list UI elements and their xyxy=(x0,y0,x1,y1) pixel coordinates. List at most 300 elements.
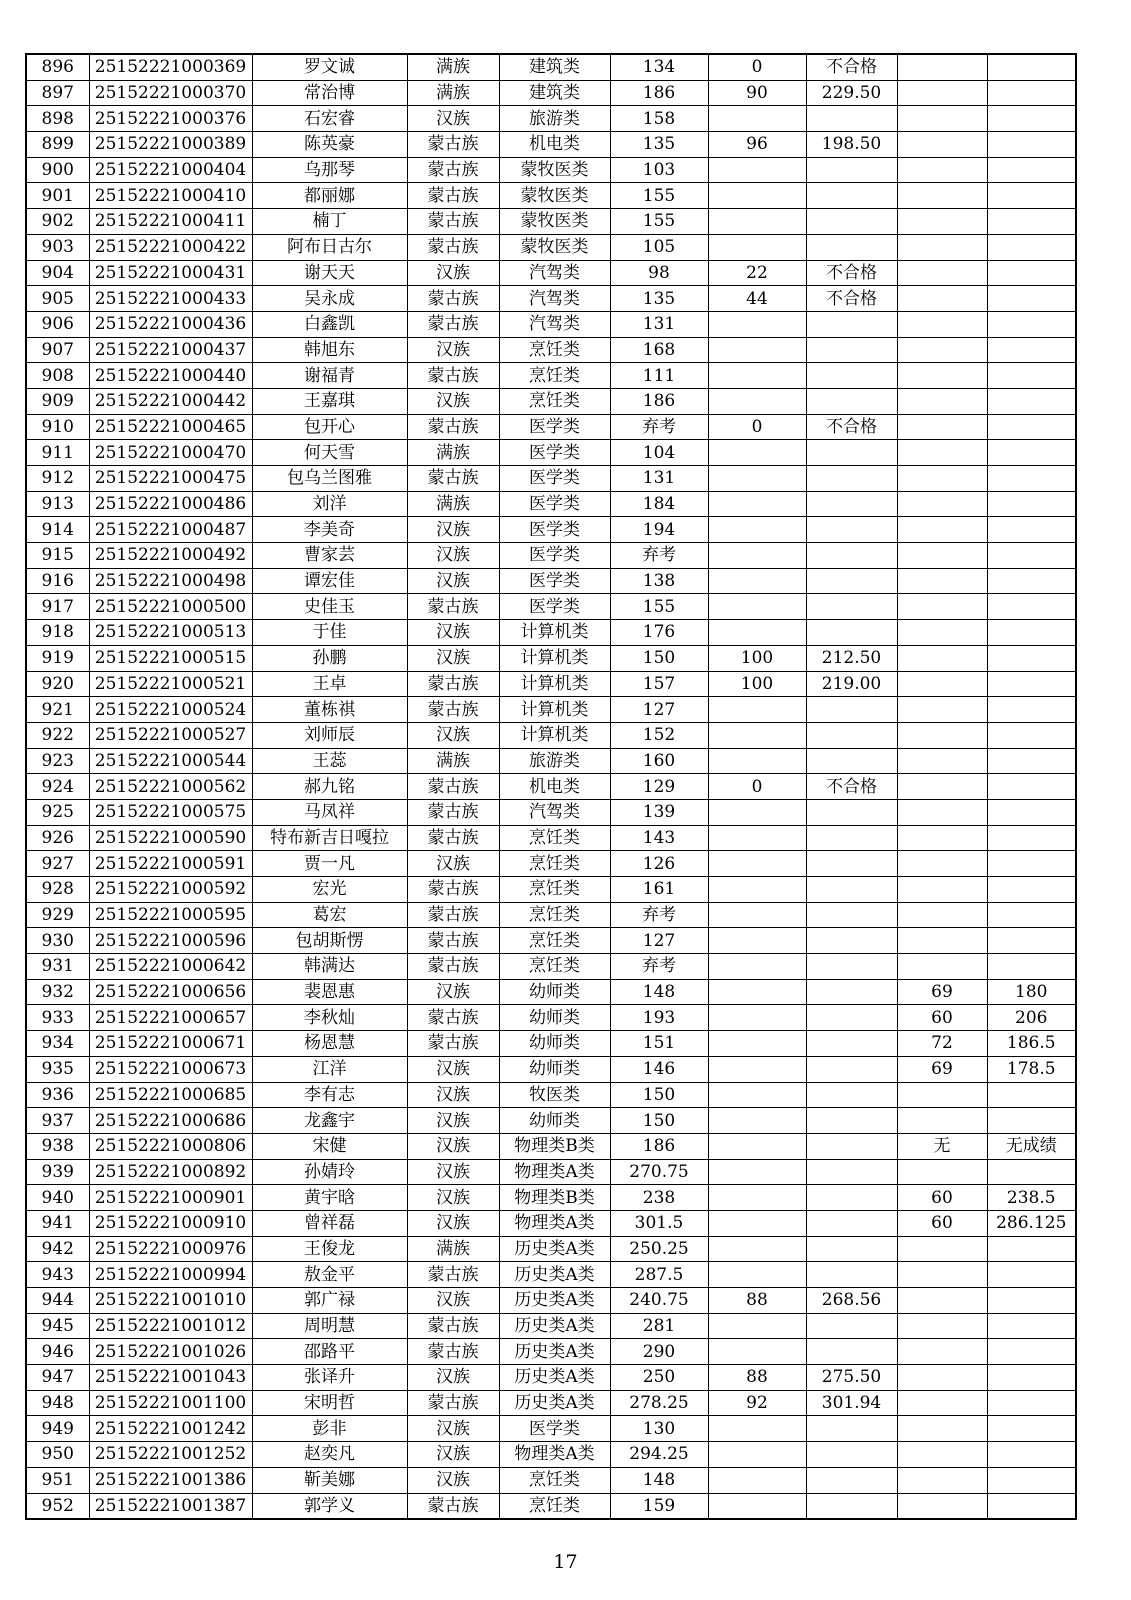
skill-score-cell xyxy=(708,311,806,337)
skill-score-cell xyxy=(708,337,806,363)
skill-score-cell: 22 xyxy=(708,260,806,286)
ethnicity-cell: 汉族 xyxy=(407,1082,499,1108)
exam-score-cell: 294.25 xyxy=(610,1442,708,1468)
extra-total-cell xyxy=(987,388,1076,414)
extra-total-cell xyxy=(987,1390,1076,1416)
extra-total-cell xyxy=(987,1467,1076,1493)
category-cell: 历史类A类 xyxy=(499,1288,610,1314)
exam-score-cell: 111 xyxy=(610,363,708,389)
category-cell: 烹饪类 xyxy=(499,363,610,389)
extra-total-cell xyxy=(987,337,1076,363)
category-cell: 计算机类 xyxy=(499,620,610,646)
table-row xyxy=(26,1313,1076,1339)
ethnicity-cell: 汉族 xyxy=(407,260,499,286)
total-score-cell xyxy=(806,106,897,132)
exam-id-cell: 25152221000524 xyxy=(89,697,252,723)
skill-score-cell xyxy=(708,954,806,980)
seq-cell: 942 xyxy=(26,1236,89,1262)
ethnicity-cell: 蒙古族 xyxy=(407,234,499,260)
extra-score-cell xyxy=(897,877,987,903)
name-cell: 乌那琴 xyxy=(252,157,407,183)
name-cell: 敖金平 xyxy=(252,1262,407,1288)
total-score-cell xyxy=(806,1185,897,1211)
extra-total-cell xyxy=(987,671,1076,697)
extra-total-cell xyxy=(987,1365,1076,1391)
extra-total-cell xyxy=(987,594,1076,620)
table-row xyxy=(26,851,1076,877)
extra-score-cell xyxy=(897,1288,987,1314)
skill-score-cell xyxy=(708,568,806,594)
exam-score-cell: 238 xyxy=(610,1185,708,1211)
seq-cell: 898 xyxy=(26,106,89,132)
extra-total-cell xyxy=(987,1159,1076,1185)
exam-id-cell: 25152221000562 xyxy=(89,774,252,800)
extra-total-cell xyxy=(987,286,1076,312)
exam-score-cell: 186 xyxy=(610,1133,708,1159)
ethnicity-cell: 满族 xyxy=(407,748,499,774)
exam-score-cell: 250 xyxy=(610,1365,708,1391)
name-cell: 赵奕凡 xyxy=(252,1442,407,1468)
seq-cell: 950 xyxy=(26,1442,89,1468)
exam-id-cell: 25152221000475 xyxy=(89,466,252,492)
seq-cell: 945 xyxy=(26,1313,89,1339)
extra-score-cell xyxy=(897,799,987,825)
extra-score-cell xyxy=(897,722,987,748)
category-cell: 医学类 xyxy=(499,466,610,492)
ethnicity-cell: 蒙古族 xyxy=(407,414,499,440)
category-cell: 烹饪类 xyxy=(499,954,610,980)
total-score-cell xyxy=(806,517,897,543)
category-cell: 汽驾类 xyxy=(499,260,610,286)
extra-total-cell xyxy=(987,1313,1076,1339)
category-cell: 烹饪类 xyxy=(499,851,610,877)
seq-cell: 935 xyxy=(26,1056,89,1082)
category-cell: 物理类A类 xyxy=(499,1159,610,1185)
extra-total-cell xyxy=(987,722,1076,748)
table-row xyxy=(26,825,1076,851)
total-score-cell: 212.50 xyxy=(806,645,897,671)
skill-score-cell xyxy=(708,748,806,774)
exam-id-cell: 25152221001012 xyxy=(89,1313,252,1339)
extra-score-cell: 无 xyxy=(897,1133,987,1159)
ethnicity-cell: 蒙古族 xyxy=(407,1493,499,1519)
exam-score-cell: 290 xyxy=(610,1339,708,1365)
exam-score-cell: 129 xyxy=(610,774,708,800)
category-cell: 汽驾类 xyxy=(499,311,610,337)
extra-total-cell: 无成绩 xyxy=(987,1133,1076,1159)
table-row xyxy=(26,1416,1076,1442)
skill-score-cell: 88 xyxy=(708,1365,806,1391)
table-row xyxy=(26,1056,1076,1082)
extra-score-cell xyxy=(897,440,987,466)
exam-score-cell: 158 xyxy=(610,106,708,132)
seq-cell: 916 xyxy=(26,568,89,594)
ethnicity-cell: 蒙古族 xyxy=(407,1390,499,1416)
total-score-cell xyxy=(806,1056,897,1082)
extra-score-cell xyxy=(897,337,987,363)
total-score-cell xyxy=(806,1313,897,1339)
total-score-cell xyxy=(806,1159,897,1185)
extra-score-cell xyxy=(897,543,987,569)
seq-cell: 940 xyxy=(26,1185,89,1211)
table-row xyxy=(26,902,1076,928)
name-cell: 靳美娜 xyxy=(252,1467,407,1493)
table-row xyxy=(26,928,1076,954)
extra-total-cell xyxy=(987,517,1076,543)
name-cell: 杨恩慧 xyxy=(252,1031,407,1057)
extra-score-cell xyxy=(897,1493,987,1519)
extra-score-cell xyxy=(897,1365,987,1391)
category-cell: 建筑类 xyxy=(499,54,610,80)
extra-score-cell: 60 xyxy=(897,1185,987,1211)
ethnicity-cell: 汉族 xyxy=(407,1210,499,1236)
extra-score-cell xyxy=(897,1108,987,1134)
exam-score-cell: 193 xyxy=(610,1005,708,1031)
ethnicity-cell: 蒙古族 xyxy=(407,183,499,209)
exam-score-cell: 250.25 xyxy=(610,1236,708,1262)
exam-id-cell: 25152221000411 xyxy=(89,209,252,235)
total-score-cell xyxy=(806,620,897,646)
extra-score-cell xyxy=(897,1082,987,1108)
category-cell: 蒙牧医类 xyxy=(499,157,610,183)
total-score-cell xyxy=(806,234,897,260)
skill-score-cell xyxy=(708,1108,806,1134)
extra-score-cell xyxy=(897,1416,987,1442)
seq-cell: 918 xyxy=(26,620,89,646)
exam-score-cell: 150 xyxy=(610,1108,708,1134)
ethnicity-cell: 蒙古族 xyxy=(407,286,499,312)
seq-cell: 927 xyxy=(26,851,89,877)
exam-id-cell: 25152221000492 xyxy=(89,543,252,569)
ethnicity-cell: 满族 xyxy=(407,440,499,466)
table-row xyxy=(26,877,1076,903)
name-cell: 曹家芸 xyxy=(252,543,407,569)
seq-cell: 948 xyxy=(26,1390,89,1416)
name-cell: 何天雪 xyxy=(252,440,407,466)
seq-cell: 925 xyxy=(26,799,89,825)
extra-score-cell xyxy=(897,1159,987,1185)
extra-total-cell xyxy=(987,928,1076,954)
extra-total-cell xyxy=(987,697,1076,723)
ethnicity-cell: 汉族 xyxy=(407,620,499,646)
skill-score-cell xyxy=(708,209,806,235)
extra-total-cell xyxy=(987,568,1076,594)
ethnicity-cell: 蒙古族 xyxy=(407,1031,499,1057)
exam-score-cell: 131 xyxy=(610,311,708,337)
seq-cell: 922 xyxy=(26,722,89,748)
exam-score-cell: 278.25 xyxy=(610,1390,708,1416)
category-cell: 历史类A类 xyxy=(499,1236,610,1262)
extra-score-cell xyxy=(897,414,987,440)
name-cell: 韩满达 xyxy=(252,954,407,980)
exam-id-cell: 25152221000527 xyxy=(89,722,252,748)
table-row xyxy=(26,363,1076,389)
table-row xyxy=(26,311,1076,337)
exam-id-cell: 25152221000806 xyxy=(89,1133,252,1159)
extra-score-cell xyxy=(897,491,987,517)
table-row xyxy=(26,671,1076,697)
total-score-cell: 275.50 xyxy=(806,1365,897,1391)
extra-total-cell xyxy=(987,234,1076,260)
ethnicity-cell: 汉族 xyxy=(407,722,499,748)
extra-score-cell xyxy=(897,671,987,697)
extra-score-cell xyxy=(897,286,987,312)
extra-total-cell xyxy=(987,645,1076,671)
total-score-cell xyxy=(806,1262,897,1288)
seq-cell: 932 xyxy=(26,979,89,1005)
exam-score-cell: 240.75 xyxy=(610,1288,708,1314)
exam-score-cell: 155 xyxy=(610,594,708,620)
seq-cell: 951 xyxy=(26,1467,89,1493)
name-cell: 王俊龙 xyxy=(252,1236,407,1262)
ethnicity-cell: 蒙古族 xyxy=(407,132,499,158)
exam-score-cell: 194 xyxy=(610,517,708,543)
exam-id-cell: 25152221000370 xyxy=(89,80,252,106)
exam-id-cell: 25152221001043 xyxy=(89,1365,252,1391)
seq-cell: 913 xyxy=(26,491,89,517)
total-score-cell: 301.94 xyxy=(806,1390,897,1416)
skill-score-cell xyxy=(708,1442,806,1468)
ethnicity-cell: 汉族 xyxy=(407,1185,499,1211)
category-cell: 历史类A类 xyxy=(499,1262,610,1288)
ethnicity-cell: 满族 xyxy=(407,54,499,80)
table-row xyxy=(26,466,1076,492)
extra-score-cell xyxy=(897,645,987,671)
seq-cell: 915 xyxy=(26,543,89,569)
total-score-cell xyxy=(806,1236,897,1262)
exam-id-cell: 25152221000673 xyxy=(89,1056,252,1082)
seq-cell: 904 xyxy=(26,260,89,286)
exam-id-cell: 25152221000590 xyxy=(89,825,252,851)
total-score-cell xyxy=(806,183,897,209)
total-score-cell xyxy=(806,466,897,492)
extra-total-cell xyxy=(987,851,1076,877)
ethnicity-cell: 蒙古族 xyxy=(407,363,499,389)
total-score-cell: 229.50 xyxy=(806,80,897,106)
exam-score-cell: 168 xyxy=(610,337,708,363)
exam-score-cell: 281 xyxy=(610,1313,708,1339)
total-score-cell xyxy=(806,157,897,183)
name-cell: 包胡斯愣 xyxy=(252,928,407,954)
extra-score-cell xyxy=(897,748,987,774)
table-row xyxy=(26,1031,1076,1057)
ethnicity-cell: 汉族 xyxy=(407,543,499,569)
seq-cell: 936 xyxy=(26,1082,89,1108)
extra-score-cell xyxy=(897,1236,987,1262)
name-cell: 李美奇 xyxy=(252,517,407,543)
extra-total-cell xyxy=(987,825,1076,851)
extra-total-cell xyxy=(987,466,1076,492)
page-number: 17 xyxy=(553,1551,578,1573)
seq-cell: 914 xyxy=(26,517,89,543)
exam-score-cell: 161 xyxy=(610,877,708,903)
exam-score-cell: 150 xyxy=(610,645,708,671)
table-row xyxy=(26,1365,1076,1391)
ethnicity-cell: 汉族 xyxy=(407,1416,499,1442)
extra-total-cell xyxy=(987,799,1076,825)
seq-cell: 928 xyxy=(26,877,89,903)
extra-total-cell xyxy=(987,80,1076,106)
name-cell: 陈英豪 xyxy=(252,132,407,158)
exam-id-cell: 25152221000575 xyxy=(89,799,252,825)
skill-score-cell xyxy=(708,491,806,517)
total-score-cell xyxy=(806,902,897,928)
category-cell: 烹饪类 xyxy=(499,1467,610,1493)
extra-total-cell xyxy=(987,1493,1076,1519)
exam-score-cell: 127 xyxy=(610,697,708,723)
exam-score-cell: 103 xyxy=(610,157,708,183)
seq-cell: 903 xyxy=(26,234,89,260)
ethnicity-cell: 汉族 xyxy=(407,337,499,363)
extra-total-cell xyxy=(987,209,1076,235)
name-cell: 宋明哲 xyxy=(252,1390,407,1416)
table-row xyxy=(26,517,1076,543)
extra-total-cell: 186.5 xyxy=(987,1031,1076,1057)
exam-id-cell: 25152221000389 xyxy=(89,132,252,158)
exam-score-cell: 160 xyxy=(610,748,708,774)
extra-total-cell xyxy=(987,774,1076,800)
extra-total-cell xyxy=(987,954,1076,980)
exam-score-cell: 146 xyxy=(610,1056,708,1082)
category-cell: 幼师类 xyxy=(499,1108,610,1134)
name-cell: 楠丁 xyxy=(252,209,407,235)
exam-id-cell: 25152221001386 xyxy=(89,1467,252,1493)
extra-total-cell xyxy=(987,106,1076,132)
exam-id-cell: 25152221000442 xyxy=(89,388,252,414)
category-cell: 医学类 xyxy=(499,1416,610,1442)
exam-score-cell: 186 xyxy=(610,388,708,414)
total-score-cell xyxy=(806,697,897,723)
exam-score-cell: 270.75 xyxy=(610,1159,708,1185)
extra-total-cell xyxy=(987,54,1076,80)
seq-cell: 901 xyxy=(26,183,89,209)
ethnicity-cell: 蒙古族 xyxy=(407,799,499,825)
ethnicity-cell: 汉族 xyxy=(407,1365,499,1391)
extra-score-cell: 72 xyxy=(897,1031,987,1057)
extra-score-cell xyxy=(897,902,987,928)
total-score-cell xyxy=(806,1082,897,1108)
exam-id-cell: 25152221000892 xyxy=(89,1159,252,1185)
category-cell: 医学类 xyxy=(499,543,610,569)
seq-cell: 899 xyxy=(26,132,89,158)
skill-score-cell xyxy=(708,902,806,928)
ethnicity-cell: 蒙古族 xyxy=(407,902,499,928)
seq-cell: 896 xyxy=(26,54,89,80)
exam-id-cell: 25152221000976 xyxy=(89,1236,252,1262)
extra-score-cell xyxy=(897,388,987,414)
name-cell: 周明慧 xyxy=(252,1313,407,1339)
category-cell: 烹饪类 xyxy=(499,902,610,928)
seq-cell: 949 xyxy=(26,1416,89,1442)
extra-score-cell xyxy=(897,1339,987,1365)
exam-score-cell: 287.5 xyxy=(610,1262,708,1288)
skill-score-cell xyxy=(708,1056,806,1082)
total-score-cell xyxy=(806,748,897,774)
ethnicity-cell: 蒙古族 xyxy=(407,1005,499,1031)
name-cell: 王蕊 xyxy=(252,748,407,774)
exam-id-cell: 25152221000994 xyxy=(89,1262,252,1288)
table-row xyxy=(26,645,1076,671)
name-cell: 邵路平 xyxy=(252,1339,407,1365)
extra-total-cell xyxy=(987,440,1076,466)
exam-score-cell: 弃考 xyxy=(610,902,708,928)
skill-score-cell: 0 xyxy=(708,774,806,800)
category-cell: 物理类B类 xyxy=(499,1185,610,1211)
name-cell: 张译升 xyxy=(252,1365,407,1391)
name-cell: 马凤祥 xyxy=(252,799,407,825)
ethnicity-cell: 满族 xyxy=(407,1236,499,1262)
total-score-cell: 不合格 xyxy=(806,260,897,286)
table-row xyxy=(26,1082,1076,1108)
exam-id-cell: 25152221000404 xyxy=(89,157,252,183)
extra-total-cell xyxy=(987,543,1076,569)
total-score-cell xyxy=(806,1108,897,1134)
name-cell: 刘洋 xyxy=(252,491,407,517)
skill-score-cell xyxy=(708,1159,806,1185)
skill-score-cell xyxy=(708,388,806,414)
exam-score-cell: 186 xyxy=(610,80,708,106)
category-cell: 幼师类 xyxy=(499,1056,610,1082)
skill-score-cell xyxy=(708,1262,806,1288)
category-cell: 计算机类 xyxy=(499,645,610,671)
extra-score-cell xyxy=(897,620,987,646)
skill-score-cell: 0 xyxy=(708,414,806,440)
exam-id-cell: 25152221000437 xyxy=(89,337,252,363)
category-cell: 物理类A类 xyxy=(499,1210,610,1236)
name-cell: 白鑫凯 xyxy=(252,311,407,337)
exam-id-cell: 25152221000431 xyxy=(89,260,252,286)
ethnicity-cell: 蒙古族 xyxy=(407,157,499,183)
name-cell: 李有志 xyxy=(252,1082,407,1108)
category-cell: 汽驾类 xyxy=(499,286,610,312)
exam-score-cell: 130 xyxy=(610,1416,708,1442)
seq-cell: 930 xyxy=(26,928,89,954)
category-cell: 建筑类 xyxy=(499,80,610,106)
extra-score-cell xyxy=(897,106,987,132)
category-cell: 计算机类 xyxy=(499,697,610,723)
exam-score-cell: 138 xyxy=(610,568,708,594)
extra-total-cell xyxy=(987,1262,1076,1288)
extra-total-cell xyxy=(987,491,1076,517)
extra-total-cell: 180 xyxy=(987,979,1076,1005)
name-cell: 黄宇晗 xyxy=(252,1185,407,1211)
seq-cell: 923 xyxy=(26,748,89,774)
table-row xyxy=(26,183,1076,209)
exam-id-cell: 25152221000465 xyxy=(89,414,252,440)
exam-id-cell: 25152221000376 xyxy=(89,106,252,132)
exam-score-cell: 134 xyxy=(610,54,708,80)
exam-score-cell: 弃考 xyxy=(610,414,708,440)
ethnicity-cell: 满族 xyxy=(407,80,499,106)
extra-total-cell xyxy=(987,1416,1076,1442)
exam-score-cell: 184 xyxy=(610,491,708,517)
extra-score-cell: 60 xyxy=(897,1005,987,1031)
category-cell: 牧医类 xyxy=(499,1082,610,1108)
extra-total-cell xyxy=(987,1288,1076,1314)
extra-score-cell xyxy=(897,954,987,980)
ethnicity-cell: 汉族 xyxy=(407,517,499,543)
table-row xyxy=(26,260,1076,286)
name-cell: 曾祥磊 xyxy=(252,1210,407,1236)
extra-score-cell xyxy=(897,1262,987,1288)
total-score-cell xyxy=(806,928,897,954)
extra-total-cell xyxy=(987,1442,1076,1468)
skill-score-cell xyxy=(708,1339,806,1365)
exam-id-cell: 25152221000433 xyxy=(89,286,252,312)
skill-score-cell: 44 xyxy=(708,286,806,312)
skill-score-cell xyxy=(708,722,806,748)
ethnicity-cell: 蒙古族 xyxy=(407,1339,499,1365)
